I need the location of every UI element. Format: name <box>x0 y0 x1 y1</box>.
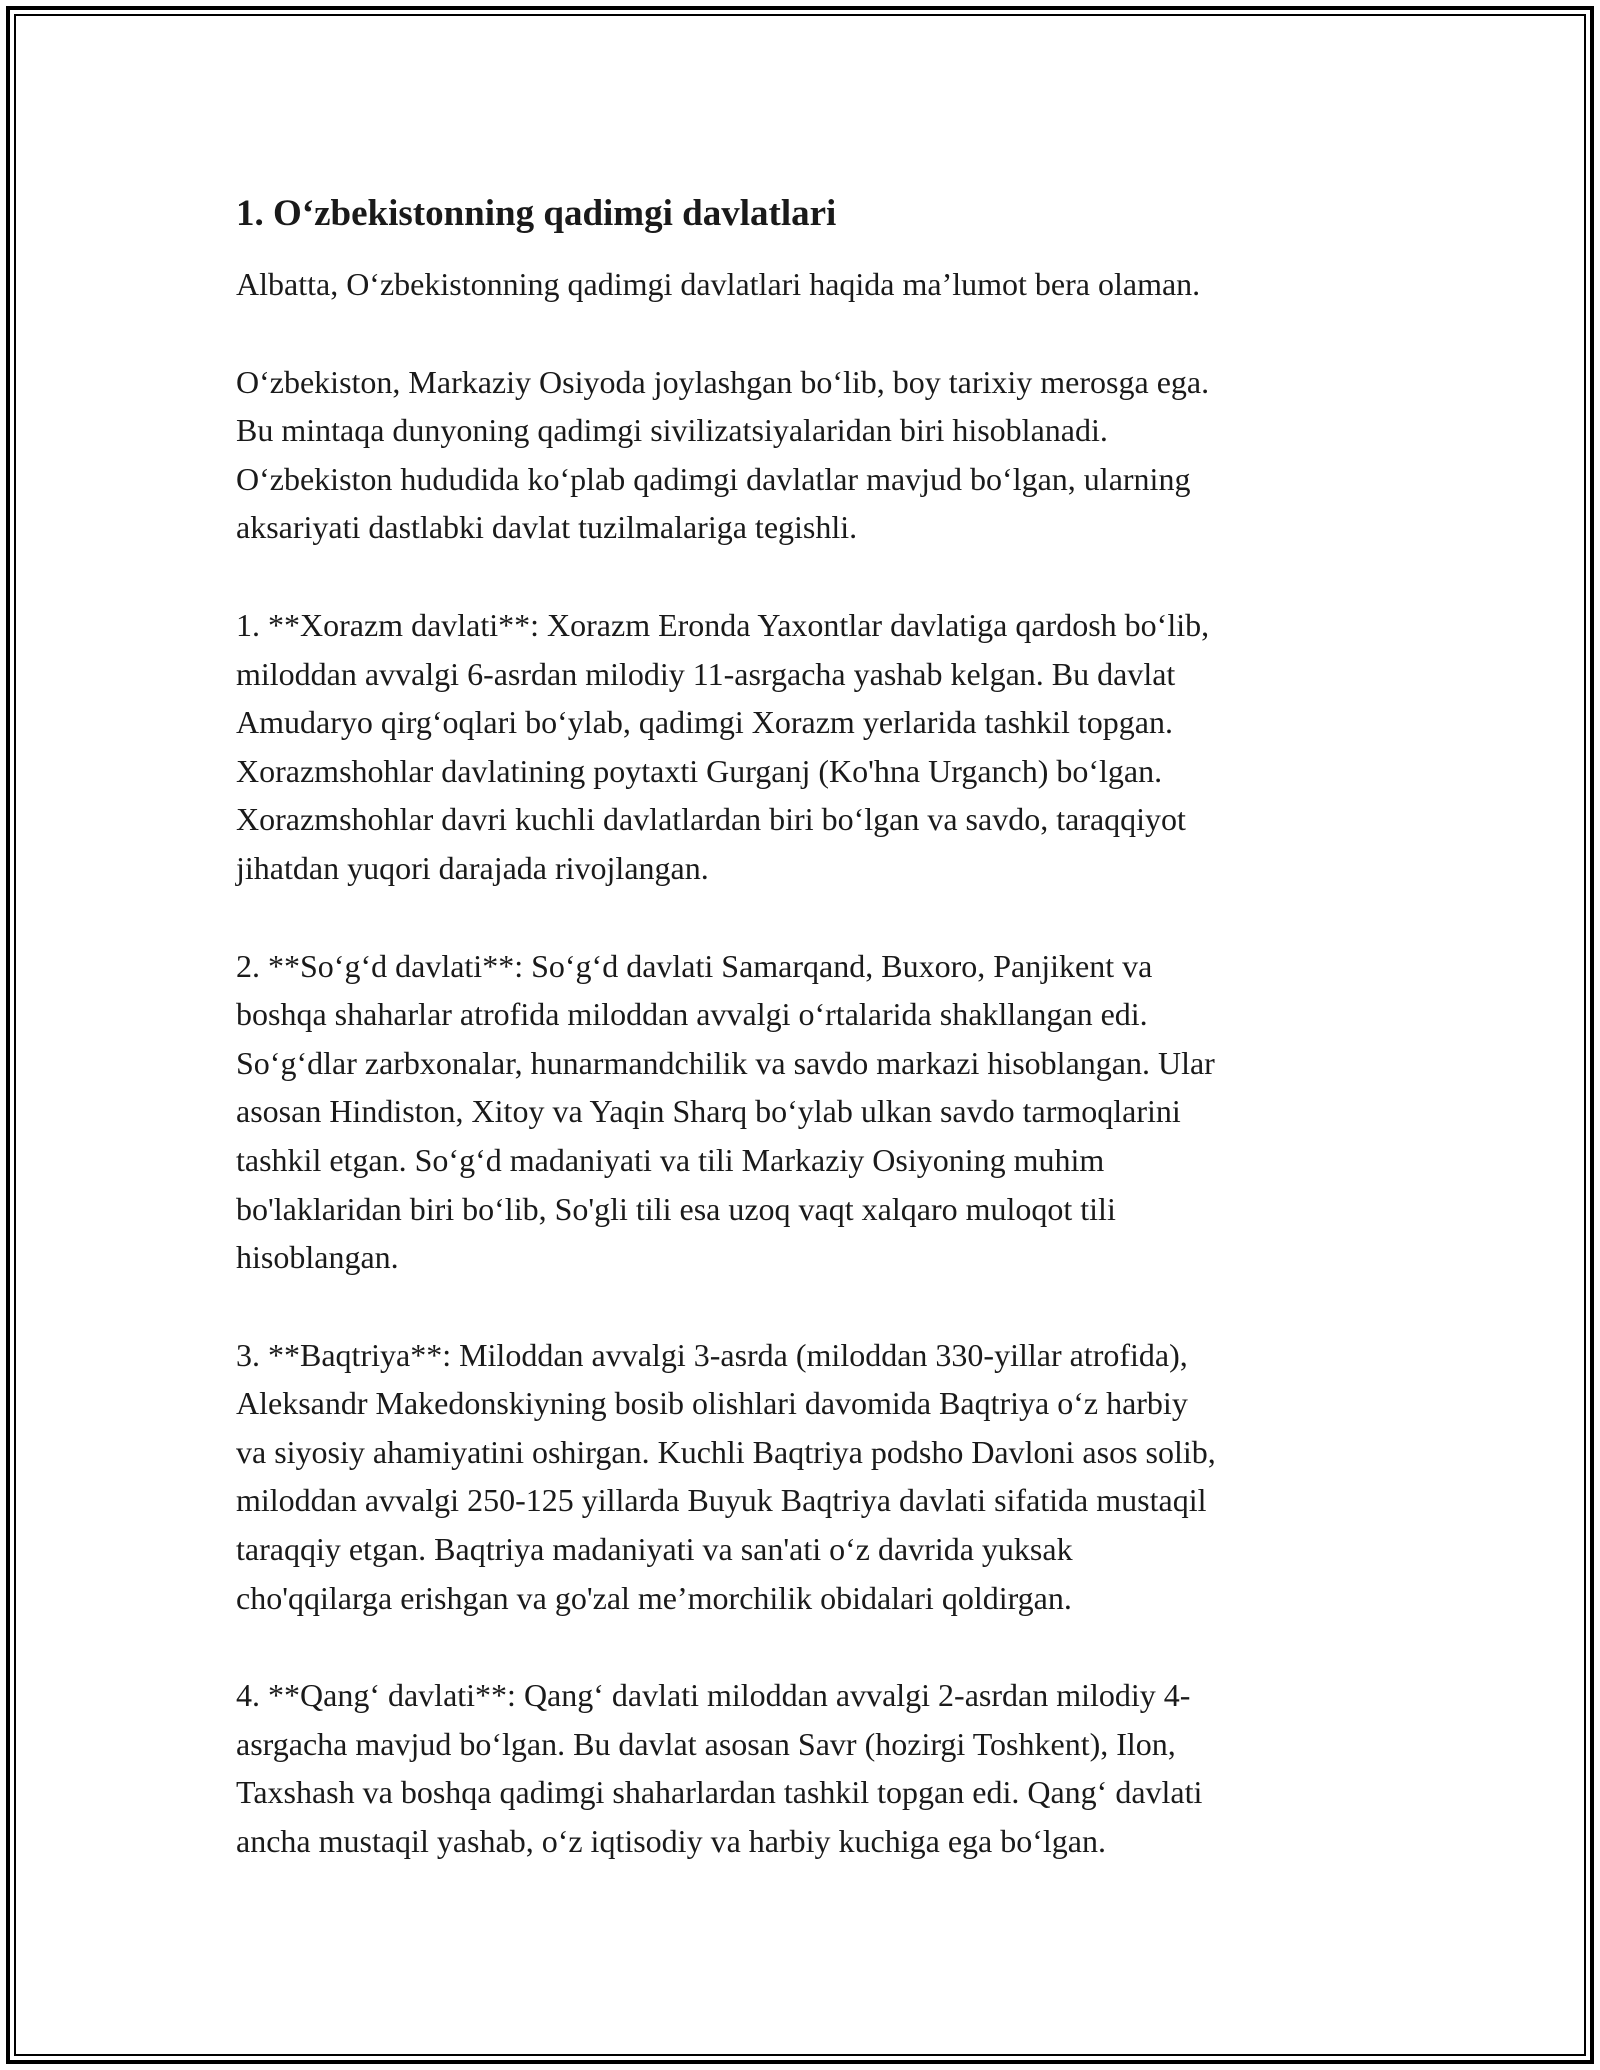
paragraph-overview: O‘zbekiston, Markaziy Osiyoda joylashgan bo‘lib, boy tarixiy merosga ega. Bu mintaqa dunyoning qadimgi sivilizatsiyalaridan biri hisoblanadi. O‘zbekiston hududida ko‘plab qadimgi davlatlar mavjud bo‘lgan, ularning aksariyati dastlabki davlat tuzilmalariga tegishli. <box>236 363 1210 546</box>
paragraph-baqtriya: 3. **Baqtriya**: Miloddan avvalgi 3-asrda (miloddan 330-yillar atrofida), Aleksandr Makedonskiyning bosib olishlari davomida Baqtriya o‘z harbiy va siyosiy ahamiyatini oshirgan. Kuchli Baqtriya podsho Davloni asos solib, miloddan avvalgi 250-125 yillarda Buyuk Baqtriya davlati sifatida mustaqil taraqqiy etgan. Baqtriya madaniyati va san'ati o‘z davrida yuksak cho'qqilarga erishgan va go'zal me’morchilik obidalari qoldirgan. <box>236 1336 1216 1616</box>
document-body <box>236 186 1376 1915</box>
document-title: 1. O‘zbekistonning qadimgi davlatlari <box>236 193 837 234</box>
paragraph-sogd: 2. **So‘g‘d davlati**: So‘g‘d davlati Samarqand, Buxoro, Panjikent va boshqa shaharlar atrofida miloddan avvalgi o‘rtalarida shakllangan edi. So‘g‘dlar zarbxonalar, hunarmandchilik va savdo markazi hisoblangan. Ular asosan Hindiston, Xitoy va Yaqin Sharq bo‘ylab ulkan savdo tarmoqlarini tashkil etgan. So‘g‘d madaniyati va tili Markaziy Osiyoning muhim bo'laklaridan biri bo‘lib, So'gli tili esa uzoq vaqt xalqaro muloqot tili hisoblangan. <box>236 947 1215 1276</box>
paragraph-xorazm: 1. **Xorazm davlati**: Xorazm Eronda Yaxontlar davlatiga qardosh bo‘lib, miloddan avvalgi 6-asrdan milodiy 11-asrgacha yashab kelgan. Bu davlat Amudaryo qirg‘oqlari bo‘ylab, qadimgi Xorazm yerlarida tashkil topgan. Xorazmshohlar davlatining poytaxti Gurganj (Ko'hna Urganch) bo‘lgan. Xorazmshohlar davri kuchli davlatlardan biri bo‘lgan va savdo, taraqqiyot jihatdan yuqori darajada rivojlangan. <box>236 606 1210 886</box>
paragraph-qang: 4. **Qang‘ davlati**: Qang‘ davlati miloddan avvalgi 2-asrdan milodiy 4- asrgacha mavjud bo‘lgan. Bu davlat asosan Savr (hozirgi Toshkent), Ilon, Taxshash va boshqa qadimgi shaharlardan tashkil topgan edi. Qang‘ davlati ancha mustaqil yashab, o‘z iqtisodiy va harbiy kuchiga ega bo‘lgan. <box>236 1677 1203 1860</box>
paragraph-intro: Albatta, O‘zbekistonning qadimgi davlatlari haqida ma’lumot bera olaman. <box>236 266 1201 302</box>
